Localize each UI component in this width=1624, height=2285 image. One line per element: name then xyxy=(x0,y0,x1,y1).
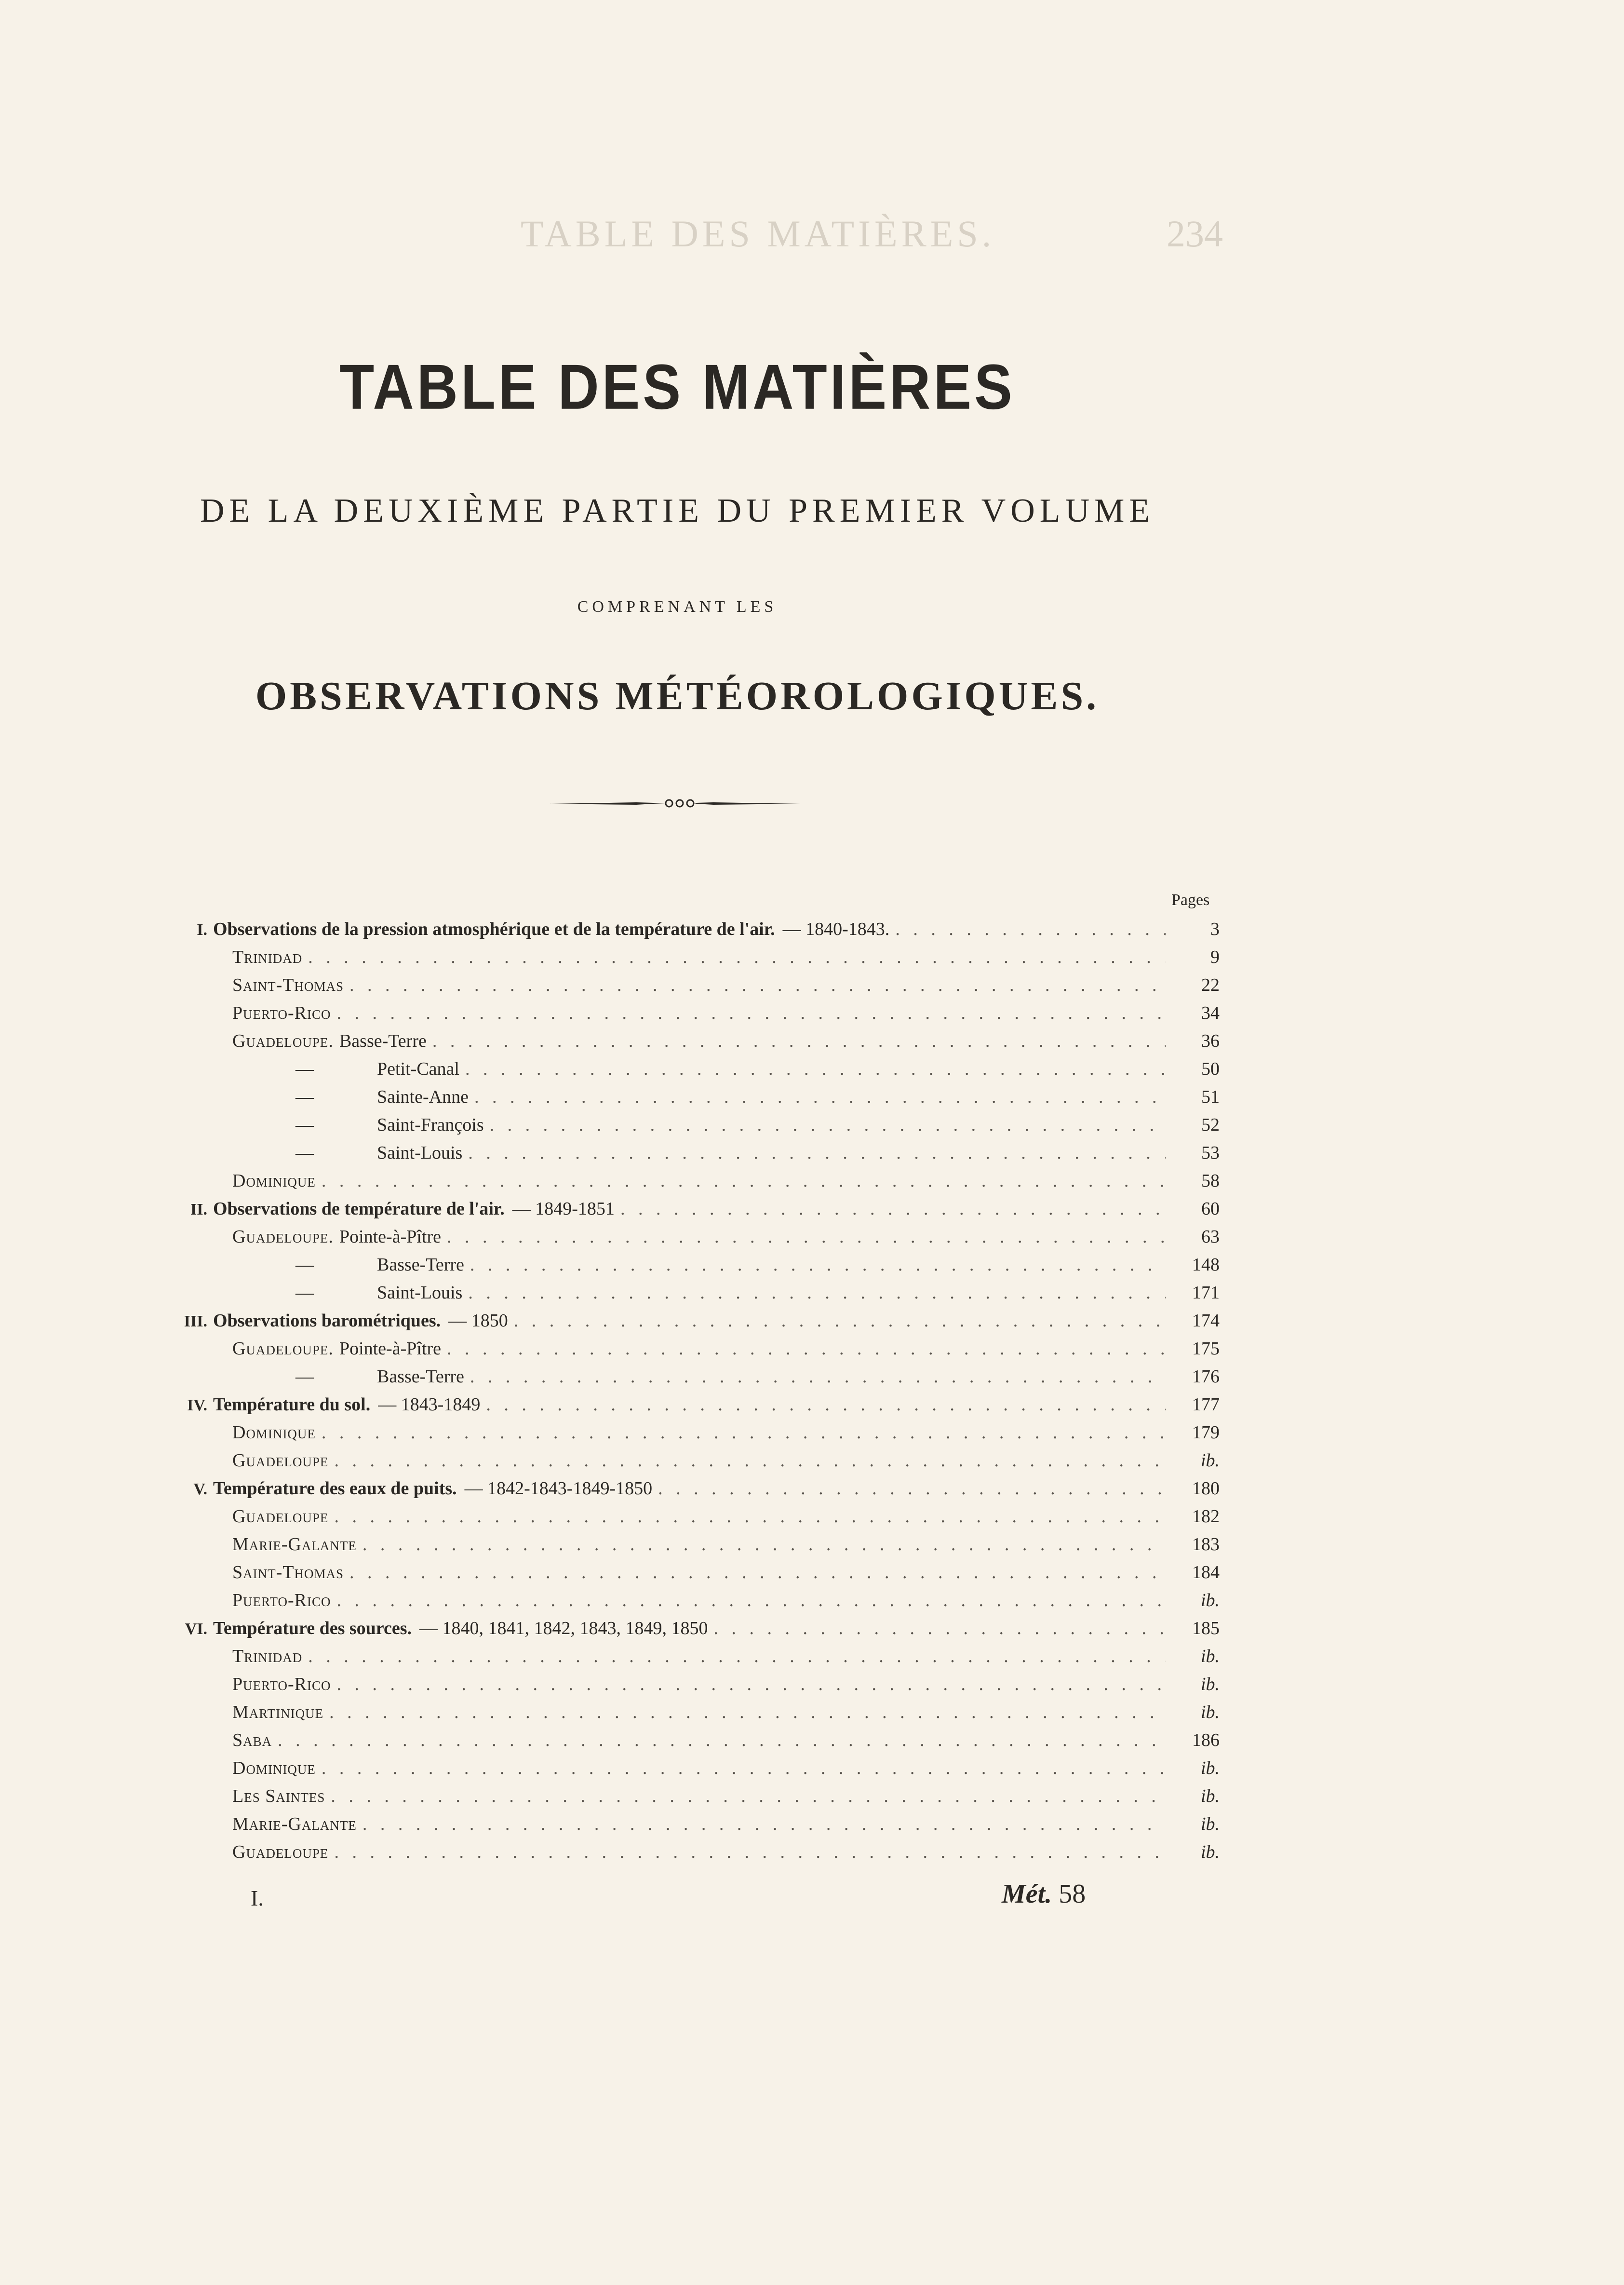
section-title: Température des eaux de puits. xyxy=(213,1478,457,1499)
toc-entry-label xyxy=(154,1474,652,1503)
toc-entry-label xyxy=(154,1307,508,1336)
station-name: Saint-François xyxy=(377,1115,484,1135)
toc-entry xyxy=(154,1447,1220,1474)
dot-leader xyxy=(468,1139,1166,1167)
station-name: Basse-Terre xyxy=(339,1031,427,1051)
title-subject: OBSERVATIONS MÉTÉOROLOGIQUES. xyxy=(255,674,1100,718)
toc-entry-label xyxy=(154,915,889,944)
dot-leader xyxy=(334,1447,1166,1474)
toc-entry-label xyxy=(154,1754,316,1782)
page-number: 182 xyxy=(1192,1506,1220,1527)
page-number: 34 xyxy=(1201,1003,1220,1023)
dot-leader xyxy=(514,1307,1166,1335)
toc-entry xyxy=(154,1251,1220,1279)
page-number: 184 xyxy=(1192,1562,1220,1582)
page-number: 186 xyxy=(1192,1730,1220,1750)
dot-leader xyxy=(349,971,1166,999)
toc-entry xyxy=(154,1614,1220,1642)
place-name: Dominique xyxy=(232,1171,316,1191)
page-number: 63 xyxy=(1201,1227,1220,1247)
toc-entry-label xyxy=(154,1027,427,1055)
station-name: Sainte-Anne xyxy=(377,1087,469,1107)
toc-entry-label xyxy=(154,1391,480,1420)
toc-entry xyxy=(154,1698,1220,1726)
page-number: 3 xyxy=(1210,919,1220,939)
ditto-dash: — xyxy=(295,1115,314,1135)
place-name: Martinique xyxy=(232,1702,324,1722)
place-name: Guadeloupe. xyxy=(232,1227,334,1247)
toc-entry xyxy=(154,1083,1220,1111)
dot-leader xyxy=(470,1363,1166,1391)
dot-leader xyxy=(465,1055,1166,1083)
dot-leader xyxy=(337,1586,1166,1614)
section-years: — 1842-1843-1849-1850 xyxy=(464,1478,653,1499)
toc-entry xyxy=(154,1139,1220,1167)
page-number: ib. xyxy=(1200,1814,1220,1834)
page-number: ib. xyxy=(1200,1674,1220,1694)
page-number: 148 xyxy=(1192,1255,1220,1275)
toc-entry-label xyxy=(154,1139,462,1167)
dot-leader xyxy=(895,915,1166,943)
page-number: 9 xyxy=(1210,947,1220,967)
dot-leader xyxy=(349,1558,1166,1586)
station-name: Saint-Louis xyxy=(377,1283,463,1303)
met-label: Mét. xyxy=(1002,1879,1052,1909)
toc-entry-label xyxy=(154,1642,302,1670)
place-name: Puerto-Rico xyxy=(232,1003,331,1023)
dot-leader xyxy=(308,1642,1166,1670)
toc-entry xyxy=(154,1810,1220,1838)
toc-entry xyxy=(154,1167,1220,1195)
place-name: Dominique xyxy=(232,1758,316,1778)
toc-entry-label xyxy=(154,1055,459,1083)
toc-entry-label xyxy=(154,1279,462,1307)
toc-entry-label xyxy=(154,1558,344,1586)
toc-entry xyxy=(154,1111,1220,1139)
toc-entry-label xyxy=(154,971,344,999)
section-years: — 1843-1849 xyxy=(378,1394,481,1415)
dot-leader xyxy=(329,1698,1166,1726)
toc-entry xyxy=(154,1782,1220,1810)
page-number: 175 xyxy=(1192,1339,1220,1359)
toc-entry-label xyxy=(154,1251,464,1279)
place-name: Guadeloupe xyxy=(232,1842,329,1862)
toc-entry xyxy=(154,1642,1220,1670)
toc-entry xyxy=(154,1307,1220,1335)
toc-entry xyxy=(154,1195,1220,1223)
page-number: 174 xyxy=(1192,1311,1220,1331)
section-title: Observations de la pression atmosphérique et de la température de l'air. xyxy=(213,919,775,939)
place-name: Marie-Galante xyxy=(232,1534,357,1555)
dot-leader xyxy=(334,1502,1166,1530)
ditto-dash: — xyxy=(295,1366,314,1387)
place-name: Saint-Thomas xyxy=(232,1562,344,1582)
page-number: 171 xyxy=(1192,1283,1220,1303)
toc-entry xyxy=(154,1223,1220,1251)
ditto-dash: — xyxy=(295,1283,314,1303)
section-years: — 1840-1843. xyxy=(782,919,890,939)
place-name: Saint-Thomas xyxy=(232,975,344,995)
page-number: ib. xyxy=(1200,1702,1220,1722)
toc-entry xyxy=(154,1754,1220,1782)
toc-entry xyxy=(154,1474,1220,1502)
place-name: Guadeloupe xyxy=(232,1506,329,1527)
page-number: 53 xyxy=(1201,1143,1220,1163)
place-name: Guadeloupe. xyxy=(232,1339,334,1359)
ditto-dash: — xyxy=(295,1255,314,1275)
toc-entry xyxy=(154,1726,1220,1754)
station-name: Pointe-à-Pître xyxy=(339,1227,441,1247)
toc-entry xyxy=(154,1335,1220,1363)
toc-entry xyxy=(154,1055,1220,1083)
toc-entry-label xyxy=(154,1698,323,1726)
page-number: 185 xyxy=(1192,1618,1220,1638)
toc-entry-label xyxy=(154,1502,328,1530)
place-name: Puerto-Rico xyxy=(232,1590,331,1610)
dot-leader xyxy=(337,1670,1166,1698)
section-years: — 1850 xyxy=(448,1311,508,1331)
toc-entry-label xyxy=(154,1083,469,1111)
page-title: TABLE DES MATIÈRES xyxy=(339,352,1015,423)
dot-leader xyxy=(474,1083,1166,1111)
section-number: V. xyxy=(193,1480,207,1498)
page-number: 179 xyxy=(1192,1422,1220,1443)
station-name: Pointe-à-Pître xyxy=(339,1339,441,1359)
toc-entry xyxy=(154,1419,1220,1447)
dot-leader xyxy=(334,1838,1166,1866)
toc-entry xyxy=(154,1838,1220,1866)
toc-entry xyxy=(154,1558,1220,1586)
page-number: ib. xyxy=(1200,1758,1220,1778)
dot-leader xyxy=(322,1754,1166,1782)
page-number: ib. xyxy=(1200,1450,1220,1471)
title-connector: COMPRENANT LES xyxy=(577,598,778,616)
page-number: 58 xyxy=(1201,1171,1220,1191)
station-name: Basse-Terre xyxy=(377,1366,464,1387)
place-name: Trinidad xyxy=(232,1646,303,1666)
station-name: Saint-Louis xyxy=(377,1143,463,1163)
page-number: 22 xyxy=(1201,975,1220,995)
page-number: ib. xyxy=(1200,1646,1220,1666)
ornament-divider-icon xyxy=(540,793,810,812)
dot-leader xyxy=(362,1810,1166,1838)
toc-entry-label xyxy=(154,1838,328,1866)
toc-entry-label xyxy=(154,1419,316,1447)
page-number: 51 xyxy=(1201,1087,1220,1107)
toc-entry-label xyxy=(154,1195,615,1224)
place-name: Trinidad xyxy=(232,947,303,967)
toc-entry-label xyxy=(154,943,302,971)
page-number: 36 xyxy=(1201,1031,1220,1051)
toc-entry xyxy=(154,1391,1220,1419)
page-number: 183 xyxy=(1192,1534,1220,1555)
ditto-dash: — xyxy=(295,1087,314,1107)
ditto-dash: — xyxy=(295,1143,314,1163)
place-name: Les Saintes xyxy=(232,1786,325,1806)
dot-leader xyxy=(714,1614,1166,1642)
dot-leader xyxy=(278,1726,1166,1754)
section-years: — 1849-1851 xyxy=(512,1199,615,1219)
section-title: Observations barométriques. xyxy=(213,1311,441,1331)
toc-entry-label xyxy=(154,1111,484,1139)
toc-entry-label xyxy=(154,1167,316,1195)
toc-entry-label xyxy=(154,1447,328,1474)
signature-mark: I. xyxy=(251,1886,264,1910)
page-number: 60 xyxy=(1201,1199,1220,1219)
toc-entry-label xyxy=(154,1782,325,1810)
page-number: ib. xyxy=(1200,1590,1220,1610)
toc-entry xyxy=(154,1670,1220,1698)
dot-leader xyxy=(468,1279,1166,1307)
page-number: 180 xyxy=(1192,1478,1220,1499)
ditto-dash: — xyxy=(295,1059,314,1079)
toc-entry xyxy=(154,1586,1220,1614)
dot-leader xyxy=(322,1419,1166,1447)
pages-column-header: Pages xyxy=(1171,891,1210,909)
toc-entry-label xyxy=(154,1223,441,1251)
table-of-contents xyxy=(154,915,1220,1866)
dot-leader xyxy=(322,1167,1166,1195)
dot-leader xyxy=(490,1111,1166,1139)
toc-entry xyxy=(154,1363,1220,1391)
toc-entry-label xyxy=(154,1614,708,1643)
section-title: Température des sources. xyxy=(213,1618,412,1638)
station-name: Basse-Terre xyxy=(377,1255,464,1275)
toc-entry xyxy=(154,971,1220,999)
dot-leader xyxy=(362,1530,1166,1558)
section-title: Température du sol. xyxy=(213,1394,371,1415)
place-name: Guadeloupe xyxy=(232,1450,329,1471)
toc-entry xyxy=(154,999,1220,1027)
page-number: 52 xyxy=(1201,1115,1220,1135)
toc-entry xyxy=(154,943,1220,971)
toc-entry-label xyxy=(154,999,331,1027)
toc-entry-label xyxy=(154,1586,331,1614)
place-name: Dominique xyxy=(232,1422,316,1443)
toc-entry xyxy=(154,1279,1220,1307)
place-name: Saba xyxy=(232,1730,272,1750)
title-subheading: DE LA DEUXIÈME PARTIE DU PREMIER VOLUME xyxy=(200,492,1155,529)
section-title: Observations de température de l'air. xyxy=(213,1199,505,1219)
toc-entry-label xyxy=(154,1363,464,1391)
section-number: II. xyxy=(190,1201,207,1218)
place-name: Puerto-Rico xyxy=(232,1674,331,1694)
toc-entry xyxy=(154,1027,1220,1055)
dot-leader xyxy=(337,999,1166,1027)
dot-leader xyxy=(658,1474,1166,1502)
section-number: IV. xyxy=(187,1396,207,1414)
toc-entry-label xyxy=(154,1335,441,1363)
page-number: 176 xyxy=(1192,1366,1220,1387)
toc-entry xyxy=(154,1502,1220,1530)
toc-entry-label xyxy=(154,1530,357,1558)
section-number: I. xyxy=(197,921,207,939)
dot-leader xyxy=(447,1335,1166,1363)
toc-entry-label xyxy=(154,1670,331,1698)
bleed-through-page-number: 234 xyxy=(1167,213,1223,255)
place-name: Marie-Galante xyxy=(232,1814,357,1834)
met-number: 58 xyxy=(1059,1879,1086,1909)
dot-leader xyxy=(331,1782,1166,1810)
section-number: III. xyxy=(184,1312,207,1330)
footer-signature xyxy=(1002,1879,1086,1909)
toc-entry xyxy=(154,1530,1220,1558)
dot-leader xyxy=(308,943,1166,971)
dot-leader xyxy=(486,1391,1166,1419)
page-number: 177 xyxy=(1192,1394,1220,1415)
dot-leader xyxy=(447,1223,1166,1251)
toc-entry-label xyxy=(154,1810,357,1838)
page-number: ib. xyxy=(1200,1786,1220,1806)
page-number: ib. xyxy=(1200,1842,1220,1862)
toc-entry xyxy=(154,915,1220,943)
dot-leader xyxy=(470,1251,1166,1279)
section-number: VI. xyxy=(185,1620,207,1638)
page-number: 50 xyxy=(1201,1059,1220,1079)
section-years: — 1840, 1841, 1842, 1843, 1849, 1850 xyxy=(419,1618,708,1638)
dot-leader xyxy=(432,1027,1166,1055)
toc-entry-label xyxy=(154,1726,272,1754)
bleed-through-title: TABLE DES MATIÈRES. xyxy=(521,213,995,255)
dot-leader xyxy=(620,1195,1166,1223)
station-name: Petit-Canal xyxy=(377,1059,459,1079)
place-name: Guadeloupe. xyxy=(232,1031,334,1051)
